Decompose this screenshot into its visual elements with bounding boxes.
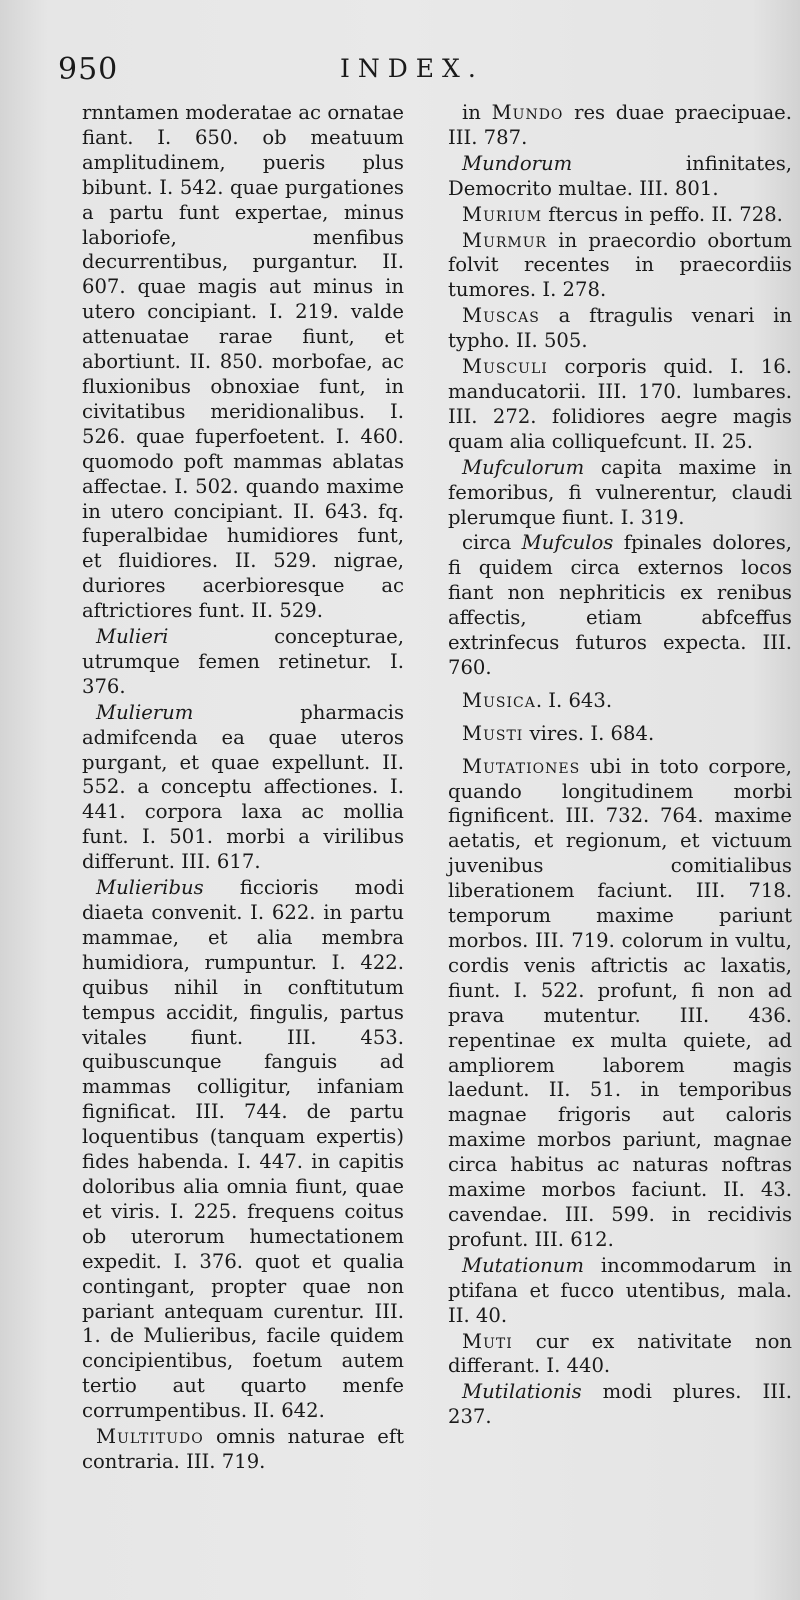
entry-headword: Mutilationis — [462, 1380, 582, 1404]
index-entry — [448, 531, 792, 680]
entry-text: rnntamen moderatae ac ornatae fiant. I. 650. ob meatuum amplitudinem, pueris plus bibunt. I. 542. quae purgationes a partu funt expertae, minus laboriofe, menfibus decurrentibus, purgantur. II. 607. quae magis aut minus in utero concipiant. I. 219. valde attenuatae rarae fiunt, et abortiunt. II. 850. morbofae, ac fluxionibus obnoxiae funt, in civitatibus meridionalibus. I. 526. quae fuperfoetent. I. 460. quomodo poft mammas ablatas affectae. I. 502. quando maxime in utero concipiant. II. 643. fq. fuperalbidae humidiores funt, et fluidiores. II. 529. nigrae, duriores acerbioresque ac aftrictiores funt. II. 529. — [82, 101, 404, 623]
index-column-right — [448, 100, 792, 1430]
entry-text: a ftragulis venari in typho. II. 505. — [448, 304, 792, 353]
entry-headword: Mulieribus — [96, 876, 204, 900]
entry-text: fpinales dolores, fi quidem circa externos locos fiant non nephriticis ex renibus affectis, etiam abfceffus extrinfecus futuros expecta. III. 760. — [448, 531, 792, 679]
index-entry — [448, 152, 792, 202]
index-entry — [82, 701, 404, 875]
index-entry — [448, 203, 792, 228]
entry-headword: Muti — [462, 1329, 513, 1353]
index-entry — [448, 456, 792, 531]
entry-text: ficcioris modi diaeta convenit. I. 622. in partu mammae, et alia membra humidiora, rumpuntur. I. 422. quibus nihil in conftitutum tempus accidit, fingulis, partus vitales fiunt. III. 453. quibuscunque fanguis ad mammas colligitur, infaniam fignificat. III. 744. de partu loquentibus (tanquam expertis) fides habenda. I. 447. in capitis doloribus alia omnia fiunt, quae et viris. I. 225. frequens coitus ob uterorum humectationem expedit. I. 376. quot et qualia contingant, propter quae non pariant antequam curentur. III. 1. de Mulieribus, facile quidem concipientibus, foetum autem tertio aut quarto menfe corrumpentibus. II. 642. — [82, 876, 404, 1423]
index-entry — [82, 1425, 404, 1475]
entry-text: modi plures. III. 237. — [448, 1380, 792, 1429]
index-entry — [448, 722, 792, 747]
entry-headword: Mulierum — [96, 700, 194, 724]
entry-headword: Mulieri — [96, 625, 169, 649]
entry-text: omnis naturae eft contraria. III. 719. — [82, 1425, 404, 1473]
entry-headword: Mutationes — [462, 754, 581, 778]
entry-headword: Multitudo — [96, 1425, 204, 1449]
entry-text: pharmacis admifcenda ea quae uteros purgant, et quae expellunt. II. 552. a conceptu affectiones. I. 441. corpora laxa ac mollia funt. I. 501. morbi a virilibus differunt. III. 617. — [82, 700, 404, 874]
entry-text: concepturae, utrumque femen retinetur. I. 376. — [82, 625, 404, 698]
entry-text: in praecordio obortum folvit recentes in praecordiis tumores. I. 278. — [448, 228, 792, 302]
entry-text: capita maxime in femoribus, fi vulnerentur, claudi plerumque fiunt. I. 319. — [448, 455, 792, 529]
entry-text: corporis quid. I. 16. manducatorii. III. 170. lumbares. III. 272. folidiores aegre magis quam alia colliquefcunt. II. 25. — [448, 355, 792, 453]
entry-text: . I. 643. — [535, 688, 613, 712]
entry-text: ftercus in peffo. II. 728. — [542, 202, 783, 226]
entry-headword: Murmur — [462, 228, 548, 252]
index-entry — [448, 755, 792, 1253]
index-entry — [82, 876, 404, 1424]
index-entry — [82, 625, 404, 700]
entry-headword: Murium — [462, 202, 543, 226]
entry-headword: Muscas — [462, 304, 540, 328]
index-entry — [448, 101, 792, 151]
entry-text: incommodarum in ptifana et fucco utentibus, mala. II. 40. — [448, 1253, 792, 1327]
index-column-left — [82, 100, 404, 1475]
entry-text: res duae praecipuae. III. 787. — [448, 101, 792, 149]
index-entry — [448, 1380, 792, 1430]
entry-headword: Mundorum — [462, 151, 573, 175]
entry-headword: Mutationum — [462, 1253, 584, 1277]
index-entry — [448, 304, 792, 354]
entry-text: infinitates, Democrito multae. III. 801. — [448, 151, 792, 200]
index-entry — [448, 229, 792, 304]
entry-headword: Musica — [462, 688, 536, 712]
index-entry — [448, 355, 792, 455]
entry-text: vires. I. 684. — [523, 721, 655, 745]
entry-headword: Mufculorum — [462, 455, 585, 479]
index-entry — [82, 101, 404, 624]
entry-prefix: circa — [462, 531, 522, 555]
entry-headword: Musti — [462, 721, 524, 745]
entry-text: ubi in toto corpore, quando longitudinem morbi fignificent. III. 732. 764. maxime aetatis, et regionum, et victuum juvenibus comitialibus liberationem faciunt. III. 718. temporum maxime pariunt morbos. III. 719. colorum in vultu, cordis venis aftrictis ac laxatis, fiunt. I. 522. profunt, fi non ad prava mutentur. III. 436. repentinae ex multa quiete, ad ampliorem laborem magis laedunt. II. 51. in temporibus magnae frigoris aut caloris maxime morbos pariunt, magnae circa habitus ac naturas noftras maxime morbos faciunt. II. 43. cavendae. III. 599. in recidivis profunt. III. 612. — [448, 754, 792, 1251]
index-entry — [448, 689, 792, 714]
page-header — [0, 52, 800, 92]
index-entry — [448, 1254, 792, 1329]
entry-headword: Musculi — [462, 355, 548, 379]
page-number: 950 — [58, 52, 119, 87]
entry-text: cur ex nativitate non differant. I. 440. — [448, 1329, 792, 1378]
running-head: INDEX. — [340, 54, 484, 83]
entry-prefix: in — [462, 101, 492, 124]
entry-headword: Mufculos — [521, 531, 614, 555]
index-entry — [448, 1330, 792, 1380]
entry-headword: Mundo — [491, 101, 564, 124]
